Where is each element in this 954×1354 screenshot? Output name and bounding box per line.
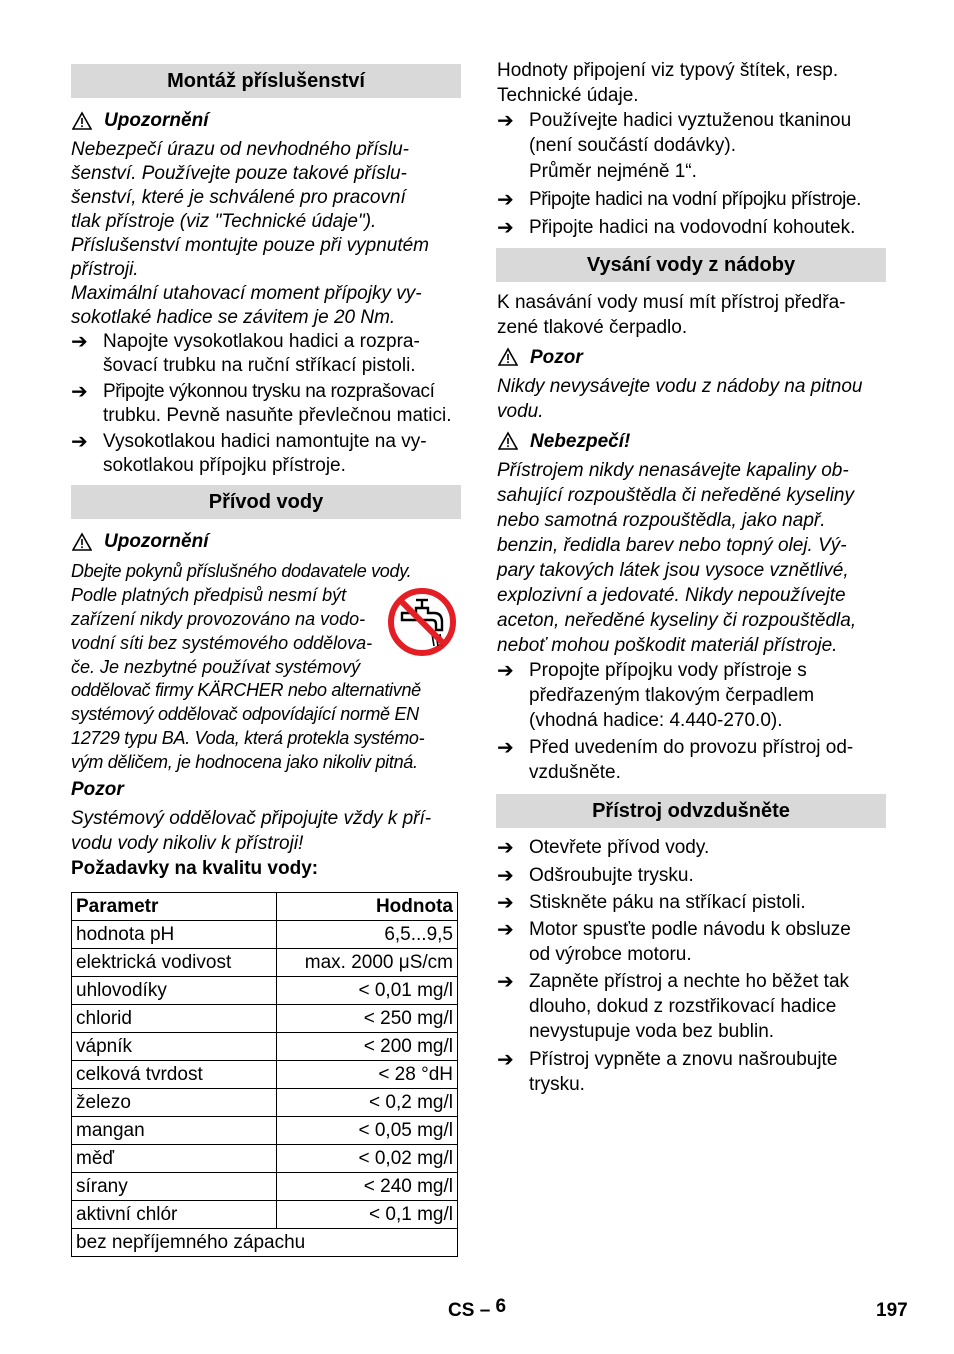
table-cell: < 200 mg/l <box>277 1033 458 1061</box>
quality-title: Požadavky na kvalitu vody: <box>71 858 319 879</box>
warning-text: tlak přístroje (viz "Technické údaje"). <box>71 211 377 232</box>
danger-text: pary takových látek jsou vysoce vznětlivé, <box>497 560 849 581</box>
step-text: od výrobce motoru. <box>529 944 692 965</box>
table-row <box>72 1033 458 1061</box>
step-text: nevystupuje voda bez bublin. <box>529 1021 775 1042</box>
pozor-text: Systémový oddělovač připojujte vždy k pří- <box>71 808 432 829</box>
step-text: Průměr nejméně 1“. <box>529 161 697 182</box>
table-cell: železo <box>72 1089 277 1117</box>
warning-text: Maximální utahovací moment přípojky vy- <box>71 283 422 304</box>
warning-text: zařízení nikdy provozováno na vodo- <box>71 609 366 629</box>
table-cell: < 0,05 mg/l <box>277 1117 458 1145</box>
pozor-title: Pozor <box>530 347 583 368</box>
arrow-right-icon: ➔ <box>71 431 88 453</box>
warning-text: sokotlaké hadice se závitem je 20 Nm. <box>71 307 396 328</box>
table-cell: uhlovodíky <box>72 977 277 1005</box>
warning-text: šenství. Používejte pouze takové příslu- <box>71 163 407 184</box>
step-text: Propojte přípojku vody přístroje s <box>529 660 807 681</box>
table-row <box>72 1173 458 1201</box>
intro-text: Hodnoty připojení viz typový štítek, resp. <box>497 60 839 81</box>
table-cell: vápník <box>72 1033 277 1061</box>
footer-section-page: 6 <box>495 1296 507 1317</box>
table-row <box>72 1005 458 1033</box>
table-cell: elektrická vodivost <box>72 949 277 977</box>
arrow-right-icon: ➔ <box>71 381 88 403</box>
warning-triangle-icon <box>72 111 92 131</box>
step-text: Přístroj vypněte a znovu našroubujte <box>529 1049 838 1070</box>
heading-odvzdusnete: Přístroj odvzdušněte <box>496 794 886 828</box>
heading-montaz: Montáž příslušenství <box>71 64 461 98</box>
danger-text: sahující rozpouštědla či neředěné kyseliny <box>497 485 854 506</box>
heading-vysani: Vysání vody z nádoby <box>496 248 886 282</box>
table-cell: max. 2000 μS/cm <box>277 949 458 977</box>
danger-text: neboť mohou poškodit materiál přístroje. <box>497 635 838 656</box>
arrow-right-icon: ➔ <box>497 110 514 132</box>
warning-title: Upozornění <box>104 110 209 131</box>
warning-text: Nebezpečí úrazu od nevhodného příslu- <box>71 139 410 160</box>
step-text: Odšroubujte trysku. <box>529 865 694 886</box>
body-text: zené tlakové čerpadlo. <box>497 317 688 338</box>
arrow-right-icon: ➔ <box>497 892 514 914</box>
warning-text: Podle platných předpisů nesmí být <box>71 585 347 605</box>
table-row <box>72 1201 458 1229</box>
step-text: Používejte hadici vyztuženou tkaninou <box>529 110 852 131</box>
step-text: dlouho, dokud z rozstřikovací hadice <box>529 996 837 1017</box>
table-cell: < 0,1 mg/l <box>277 1201 458 1229</box>
step-text: Připojte hadici na vodní přípojku přístroje. <box>529 189 861 210</box>
table-row <box>72 921 458 949</box>
warning-text: če. Je nezbytné používat systémový <box>71 657 361 677</box>
step-text: vzdušněte. <box>529 762 621 783</box>
danger-text: aceton, neředěné kyseliny či rozpouštědla, <box>497 610 857 631</box>
table-header-row <box>72 893 458 921</box>
warning-text: šenství, které je schválené pro pracovní <box>71 187 406 208</box>
step-text: (není součástí dodávky). <box>529 135 736 156</box>
arrow-right-icon: ➔ <box>497 737 514 759</box>
table-cell: < 0,01 mg/l <box>277 977 458 1005</box>
warning-text: vodní síti bez systémového oddělova- <box>71 633 373 653</box>
arrow-right-icon: ➔ <box>497 865 514 887</box>
table-row <box>72 1117 458 1145</box>
table-header-cell: Hodnota <box>277 893 458 921</box>
warning-triangle-icon <box>72 532 92 552</box>
step-text: Zapněte přístroj a nechte ho běžet tak <box>529 971 850 992</box>
table-row <box>72 949 458 977</box>
warning-triangle-icon <box>498 431 518 451</box>
table-row <box>72 1229 458 1257</box>
step-text: Vysokotlakou hadici namontujte na vy- <box>103 431 427 452</box>
step-text: (vhodná hadice: 4.440-270.0). <box>529 710 783 731</box>
step-text: Napojte vysokotlakou hadici a rozpra- <box>103 331 420 352</box>
step-text: sokotlakou přípojku přístroje. <box>103 455 346 476</box>
table-cell: celková tvrdost <box>72 1061 277 1089</box>
step-text: šovací trubku na ruční stříkací pistoli. <box>103 355 416 376</box>
step-text: Otevřete přívod vody. <box>529 837 710 858</box>
step-text: trubku. Pevně nasuňte převlečnou matici. <box>103 405 452 426</box>
danger-text: explozivní a jedovaté. Nikdy nepoužívejte <box>497 585 846 606</box>
table-cell: chlorid <box>72 1005 277 1033</box>
warning-text: vým děličem, je hodnocena jako nikoliv pitná. <box>71 752 418 772</box>
pozor-title: Pozor <box>71 779 124 800</box>
warning-triangle-icon <box>498 347 518 367</box>
water-quality-table <box>71 892 458 1257</box>
table-row <box>72 1089 458 1117</box>
warning-text: 12729 typu BA. Voda, která protekla systémo- <box>71 728 425 748</box>
arrow-right-icon: ➔ <box>497 1049 514 1071</box>
no-drinking-water-icon <box>386 586 458 658</box>
step-text: předřazeným tlakovým čerpadlem <box>529 685 815 706</box>
danger-text: benzin, ředidla barev nebo topný olej. Vý- <box>497 535 847 556</box>
table-cell: < 250 mg/l <box>277 1005 458 1033</box>
step-text: trysku. <box>529 1074 585 1095</box>
arrow-right-icon: ➔ <box>497 837 514 859</box>
table-cell: hodnota pH <box>72 921 277 949</box>
table-cell: < 0,02 mg/l <box>277 1145 458 1173</box>
table-header-cell: Parametr <box>72 893 277 921</box>
danger-title: Nebezpečí! <box>530 431 631 452</box>
pozor-text: Nikdy nevysávejte vodu z nádoby na pitnou <box>497 376 863 397</box>
table-cell: měď <box>72 1145 277 1173</box>
heading-privod: Přívod vody <box>71 485 461 519</box>
warning-title: Upozornění <box>104 531 209 552</box>
arrow-right-icon: ➔ <box>71 331 88 353</box>
warning-text: systémový oddělovač odpovídající normě EN <box>71 704 419 724</box>
warning-text: oddělovač firmy KÄRCHER nebo alternativně <box>71 680 421 700</box>
table-cell: < 0,2 mg/l <box>277 1089 458 1117</box>
table-cell: sírany <box>72 1173 277 1201</box>
table-cell: < 28 °dH <box>277 1061 458 1089</box>
table-row <box>72 1145 458 1173</box>
warning-text: přístroji. <box>71 259 139 280</box>
body-text: K nasávání vody musí mít přístroj předřa- <box>497 292 846 313</box>
pozor-text: vodu. <box>497 401 544 422</box>
warning-text: Dbejte pokynů příslušného dodavatele vody. <box>71 561 412 581</box>
footer-dash: – <box>479 1300 491 1321</box>
step-text: Před uvedením do provozu přístroj od- <box>529 737 854 758</box>
table-cell: 6,5...9,5 <box>277 921 458 949</box>
table-cell: mangan <box>72 1117 277 1145</box>
danger-text: Přístrojem nikdy nenasávejte kapaliny ob- <box>497 460 849 481</box>
table-cell: aktivní chlór <box>72 1201 277 1229</box>
arrow-right-icon: ➔ <box>497 189 514 211</box>
arrow-right-icon: ➔ <box>497 217 514 239</box>
intro-text: Technické údaje. <box>497 85 639 106</box>
footer-lang-code: CS <box>448 1300 475 1321</box>
page-number: 197 <box>876 1300 908 1321</box>
step-text: Připojte hadici na vodovodní kohoutek. <box>529 217 856 238</box>
table-cell: bez nepříjemného zápachu <box>72 1229 458 1257</box>
arrow-right-icon: ➔ <box>497 971 514 993</box>
step-text: Připojte výkonnou trysku na rozprašovací <box>103 381 435 402</box>
pozor-text: vodu vody nikoliv k přístroji! <box>71 833 304 854</box>
arrow-right-icon: ➔ <box>497 660 514 682</box>
step-text: Motor spusťte podle návodu k obsluze <box>529 919 851 940</box>
step-text: Stiskněte páku na stříkací pistoli. <box>529 892 806 913</box>
warning-text: Příslušenství montujte pouze při vypnutém <box>71 235 430 256</box>
footer-lang <box>448 1296 507 1322</box>
table-row <box>72 977 458 1005</box>
danger-text: nebo samotná rozpouštědla, jako např. <box>497 510 826 531</box>
arrow-right-icon: ➔ <box>497 919 514 941</box>
table-row <box>72 1061 458 1089</box>
table-cell: < 240 mg/l <box>277 1173 458 1201</box>
